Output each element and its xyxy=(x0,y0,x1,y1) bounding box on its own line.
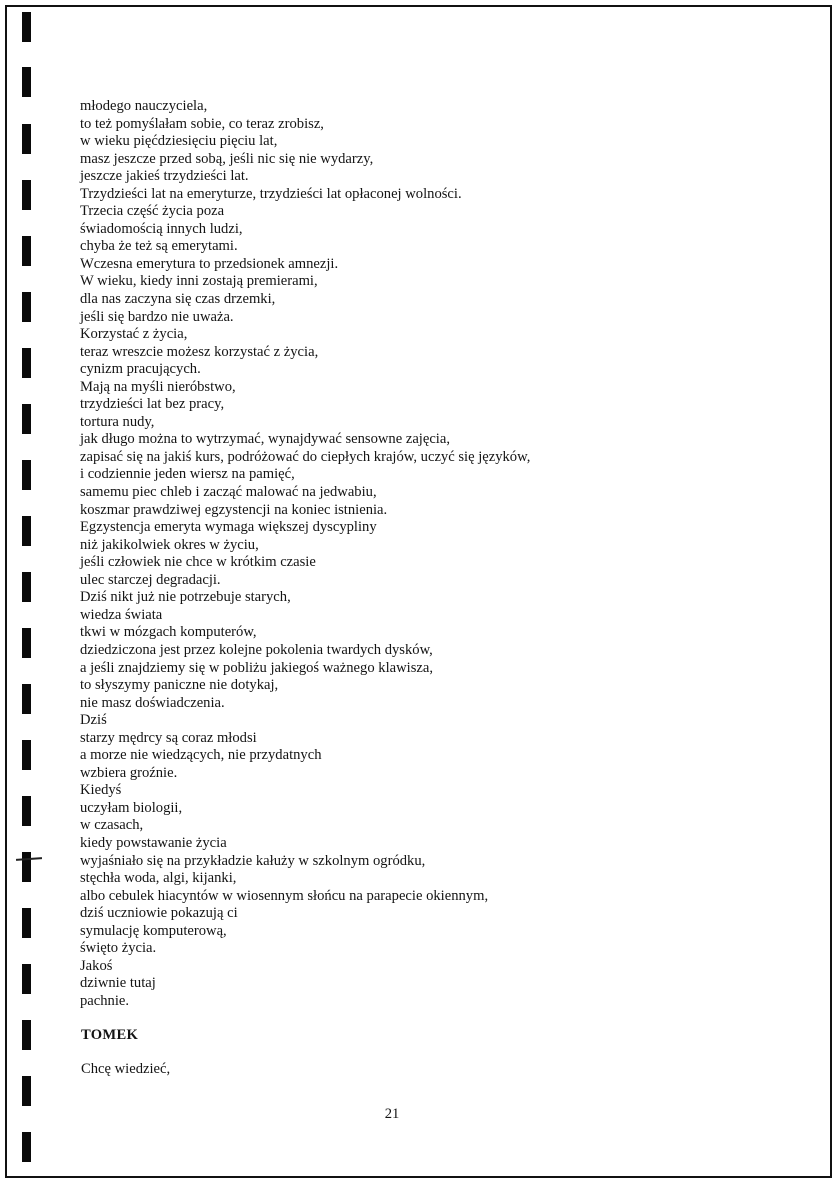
poem-line: dziś uczniowie pokazują ci xyxy=(80,905,238,922)
binding-mark xyxy=(22,12,31,42)
binding-mark xyxy=(22,684,31,714)
binding-mark xyxy=(22,236,31,266)
poem-line: dziwnie tutaj xyxy=(80,975,156,992)
binding-mark xyxy=(22,628,31,658)
binding-mark xyxy=(22,348,31,378)
binding-mark xyxy=(22,67,31,97)
speaker-heading: TOMEK xyxy=(81,1027,139,1043)
poem-line: w wieku pięćdziesięciu pięciu lat, xyxy=(80,133,278,150)
poem-line: i codziennie jeden wiersz na pamięć, xyxy=(80,466,295,483)
poem-line: wiedza świata xyxy=(80,606,163,623)
poem-line: albo cebulek hiacyntów w wiosennym słońcu na parapecie okiennym, xyxy=(80,887,489,904)
poem-line: młodego nauczyciela, xyxy=(80,98,208,114)
binding-mark xyxy=(22,292,31,322)
binding-mark xyxy=(22,404,31,434)
poem-line: Egzystencja emeryta wymaga większej dyscypliny xyxy=(80,519,377,536)
poem-line: symulację komputerową, xyxy=(80,922,227,939)
poem-line: Dziś nikt już nie potrzebuje starych, xyxy=(80,589,291,606)
poem-line: tkwi w mózgach komputerów, xyxy=(80,624,257,641)
poem-line: Jakoś xyxy=(80,957,113,974)
poem-line: pachnie. xyxy=(80,992,130,1009)
binding-mark xyxy=(22,1076,31,1106)
poem-line: dla nas zaczyna się czas drzemki, xyxy=(80,291,276,308)
binding-mark xyxy=(22,740,31,770)
poem-line: Mają na myśli nieróbstwo, xyxy=(80,378,236,395)
poem-line: nie masz doświadczenia. xyxy=(80,694,225,711)
poem-line: jeśli człowiek nie chce w krótkim czasie xyxy=(80,554,316,571)
poem-line: jeszcze jakieś trzydzieści lat. xyxy=(80,168,249,185)
poem-line: Dziś xyxy=(80,712,107,729)
binding-mark xyxy=(22,796,31,826)
poem-line: to słyszymy paniczne nie dotykaj, xyxy=(80,677,279,694)
poem-line: Korzystać z życia, xyxy=(80,326,188,343)
poem-line: masz jeszcze przed sobą, jeśli nic się nie wydarzy, xyxy=(80,150,374,167)
poem-line: koszmar prawdziwej egzystencji na koniec istnienia. xyxy=(80,501,388,518)
poem-line: tortura nudy, xyxy=(80,413,155,430)
poem-line: dziedziczona jest przez kolejne pokolenia twardych dysków, xyxy=(80,641,433,658)
poem-line: świadomością innych ludzi, xyxy=(80,220,243,237)
poem-line: samemu piec chleb i zacząć malować na jedwabiu, xyxy=(80,484,377,501)
poem-line: cynizm pracujących. xyxy=(80,361,201,378)
binding-mark xyxy=(22,124,31,154)
poem-line: Trzydzieści lat na emeryturze, trzydzieści lat opłaconej wolności. xyxy=(80,185,462,202)
poem-line: stęchła woda, algi, kijanki, xyxy=(80,870,237,887)
poem-line: zapisać się na jakiś kurs, podróżować do ciepłych krajów, uczyć się języków, xyxy=(80,448,531,465)
binding-mark xyxy=(22,180,31,210)
binding-holes xyxy=(22,12,32,1172)
closing-line: Chcę wiedzieć, xyxy=(81,1061,171,1077)
binding-mark xyxy=(22,1132,31,1162)
poem-line: chyba że też są emerytami. xyxy=(80,238,238,255)
poem-line: a jeśli znajdziemy się w pobliżu jakiegoś ważnego klawisza, xyxy=(80,659,433,676)
poem-line: Kiedyś xyxy=(80,782,122,799)
poem-line: starzy mędrcy są coraz młodsi xyxy=(80,729,257,746)
binding-mark xyxy=(22,572,31,602)
binding-mark xyxy=(22,516,31,546)
poem-line: a morze nie wiedzących, nie przydatnych xyxy=(80,747,322,764)
poem-line: to też pomyślałam sobie, co teraz zrobisz, xyxy=(80,115,324,132)
poem-line: w czasach, xyxy=(80,817,144,834)
poem-line: ulec starczej degradacji. xyxy=(80,571,221,588)
binding-mark xyxy=(22,1020,31,1050)
poem-line: W wieku, kiedy inni zostają premierami, xyxy=(80,273,318,290)
binding-mark xyxy=(22,964,31,994)
binding-mark xyxy=(22,852,31,882)
poem-line: jeśli się bardzo nie uważa. xyxy=(80,308,234,325)
poem-line: Wczesna emerytura to przedsionek amnezji. xyxy=(80,255,339,272)
poem-line: jak długo można to wytrzymać, wynajdywać sensowne zajęcia, xyxy=(80,431,450,448)
poem-line: niż jakikolwiek okres w życiu, xyxy=(80,536,259,553)
binding-mark xyxy=(22,460,31,490)
poem-line: wzbiera groźnie. xyxy=(80,764,178,781)
poem-line: teraz wreszcie możesz korzystać z życia, xyxy=(80,343,319,360)
page-number: 21 xyxy=(384,1106,400,1122)
poem-line: trzydzieści lat bez pracy, xyxy=(80,396,225,413)
poem-line: kiedy powstawanie życia xyxy=(80,834,227,851)
poem-line: uczyłam biologii, xyxy=(80,799,183,816)
poem-line: Trzecia część życia poza xyxy=(80,203,225,220)
poem-line: wyjaśniało się na przykładzie kałuży w szkolnym ogródku, xyxy=(80,852,426,869)
binding-mark xyxy=(22,908,31,938)
poem-line: święto życia. xyxy=(80,940,157,957)
poem-text xyxy=(80,98,800,1010)
